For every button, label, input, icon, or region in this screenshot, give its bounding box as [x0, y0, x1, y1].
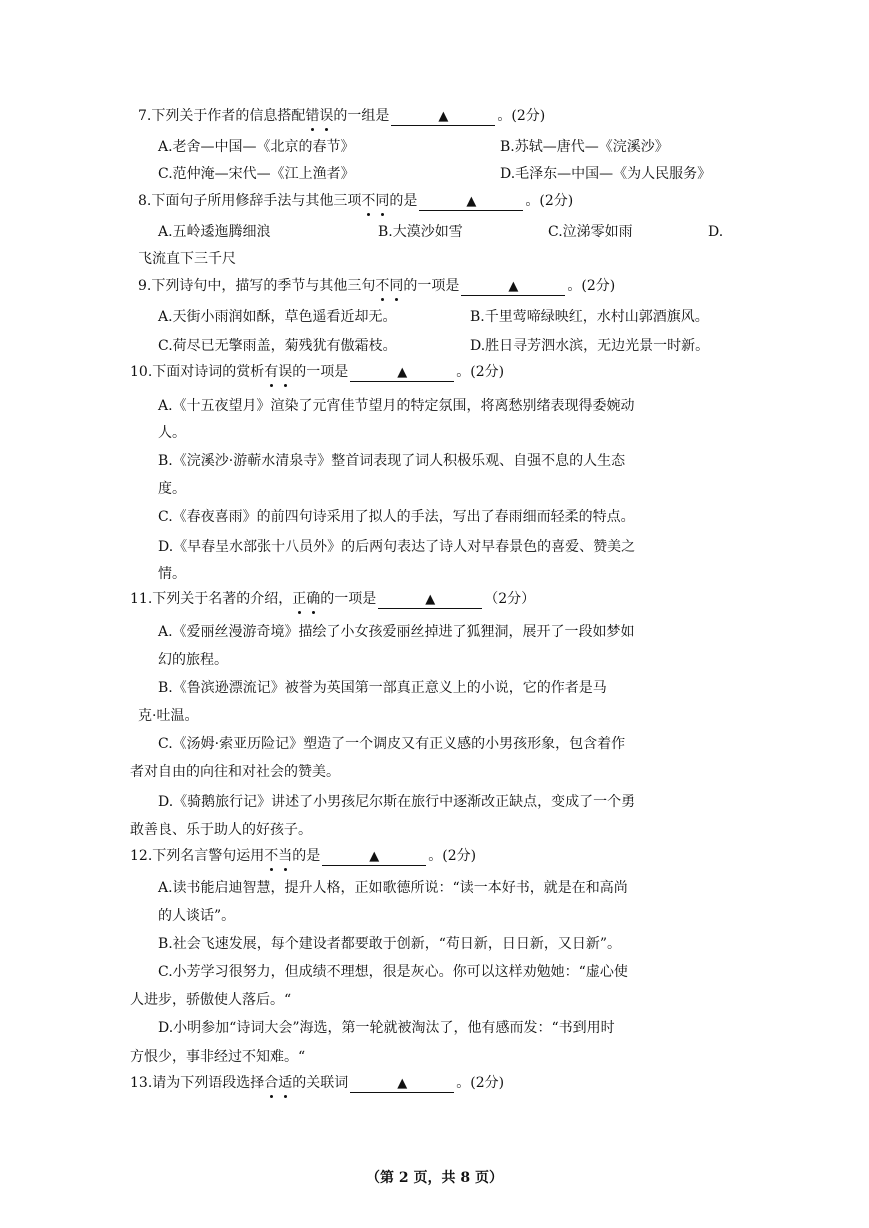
emphasis-dot-text: 合适: [264, 1075, 293, 1091]
question-8-option-a: A.五岭逶迤腾细浪: [158, 224, 271, 240]
question-10-option-b: B.《浣溪沙·游蕲水清泉寺》整首词表现了词人积极乐观、自强不息的人生态: [158, 453, 626, 469]
question-10-option-b-cont: 度。: [158, 481, 186, 497]
question-9-option-a: A.天街小雨润如酥，草色遥看近却无。: [158, 309, 397, 325]
emphasis-dot-text: 正确: [292, 591, 321, 607]
question-13-stem: 13.请为下列语段选择合适的关联词 ▲ 。(2分): [130, 1075, 505, 1091]
question-11-option-d: D.《骑鹅旅行记》讲述了小男孩尼尔斯在旅行中逐渐改正缺点，变成了一个勇: [158, 794, 636, 810]
question-10-option-d-cont: 情。: [158, 566, 186, 582]
emphasis-dot-text: 不当: [264, 848, 293, 864]
emphasis-dot-text: 错误: [305, 108, 334, 124]
question-7-option-d: D.毛泽东—中国—《为人民服务》: [500, 166, 712, 182]
question-11-stem: 11.下列关于名著的介绍，正确的一项是 ▲ （2分）: [130, 591, 536, 607]
question-10-option-d: D.《早春呈水部张十八员外》的后两句表达了诗人对早春景色的喜爱、赞美之: [158, 539, 636, 555]
question-11-option-d-cont: 敢善良、乐于助人的好孩子。: [130, 822, 312, 838]
question-12-option-a: A.读书能启迪智慧，提升人格，正如歌德所说：“读一本好书，就是在和高尚: [158, 880, 628, 896]
answer-blank[interactable]: ▲: [419, 193, 523, 211]
question-9-option-c: C.荷尽已无擎雨盖，菊残犹有傲霜枝。: [158, 338, 397, 354]
question-10-option-a: A.《十五夜望月》渲染了元宵佳节望月的特定氛围，将离愁别绪表现得委婉动: [158, 398, 635, 414]
question-12-option-b: B.社会飞速发展，每个建设者都要敢于创新，“苟日新，日日新，又日新”。: [158, 936, 622, 952]
question-8-stem: 8.下面句子所用修辞手法与其他三项不同的是 ▲ 。(2分): [138, 193, 574, 209]
question-8-option-d: D.: [708, 224, 724, 240]
question-9-option-d: D.胜日寻芳泗水滨，无边光景一时新。: [470, 338, 710, 354]
answer-blank[interactable]: ▲: [461, 278, 565, 296]
question-9-option-b: B.千里莺啼绿映红，水村山郭酒旗风。: [470, 309, 709, 325]
question-11-option-c-cont: 者对自由的向往和对社会的赞美。: [130, 764, 340, 780]
answer-blank[interactable]: ▲: [378, 591, 482, 609]
question-7-option-c: C.范仲淹—宋代—《江上渔者》: [158, 166, 355, 182]
question-11-option-c: C.《汤姆·索亚历险记》塑造了一个调皮又有正义感的小男孩形象，包含着作: [158, 736, 626, 752]
page-footer: （第 2 页，共 8 页）: [366, 1170, 503, 1186]
question-12-option-d-cont: 方恨少，事非经过不知难。“: [130, 1049, 306, 1065]
question-12-option-a-cont: 的人谈话”。: [158, 908, 236, 924]
emphasis-dot-text: 不同: [375, 278, 404, 294]
question-12-stem: 12.下列名言警句运用不当的是 ▲ 。(2分): [130, 848, 477, 864]
question-12-option-d: D.小明参加“诗词大会”海选，第一轮就被淘汰了，他有感而发：“书到用时: [158, 1020, 615, 1036]
question-10-stem: 10.下面对诗词的赏析有误的一项是 ▲ 。(2分): [130, 364, 505, 380]
question-11-option-b: B.《鲁滨逊漂流记》被誉为英国第一部真正意义上的小说，它的作者是马: [158, 680, 607, 696]
emphasis-dot-text: 不同: [361, 193, 390, 209]
answer-blank[interactable]: ▲: [350, 364, 454, 382]
question-11-option-b-cont: 克·吐温。: [138, 708, 199, 724]
answer-blank[interactable]: ▲: [391, 108, 495, 126]
question-11-option-a-cont: 幻的旅程。: [158, 652, 228, 668]
question-10-option-c: C.《春夜喜雨》的前四句诗采用了拟人的手法，写出了春雨细而轻柔的特点。: [158, 509, 635, 525]
emphasis-dot-text: 有误: [264, 364, 293, 380]
question-7-option-a: A.老舍—中国—《北京的春节》: [158, 139, 355, 155]
answer-blank[interactable]: ▲: [350, 1075, 454, 1093]
question-7-option-b: B.苏轼—唐代—《浣溪沙》: [500, 139, 669, 155]
question-7-stem: 7.下列关于作者的信息搭配错误的一组是 ▲ 。(2分): [138, 108, 546, 124]
question-12-option-c-cont: 人进步，骄傲使人落后。“: [130, 992, 292, 1008]
question-9-stem: 9.下列诗句中，描写的季节与其他三句不同的一项是 ▲ 。(2分): [138, 278, 616, 294]
question-10-option-a-cont: 人。: [158, 425, 186, 441]
question-8-option-c: C.泣涕零如雨: [548, 224, 633, 240]
answer-blank[interactable]: ▲: [322, 848, 426, 866]
question-8-option-b: B.大漠沙如雪: [378, 224, 463, 240]
question-8-option-d-text: 飞流直下三千尺: [138, 251, 236, 267]
question-12-option-c: C.小芳学习很努力，但成绩不理想，很是灰心。你可以这样劝勉她：“虚心使: [158, 964, 628, 980]
question-11-option-a: A.《爱丽丝漫游奇境》描绘了小女孩爱丽丝掉进了狐狸洞，展开了一段如梦如: [158, 624, 635, 640]
